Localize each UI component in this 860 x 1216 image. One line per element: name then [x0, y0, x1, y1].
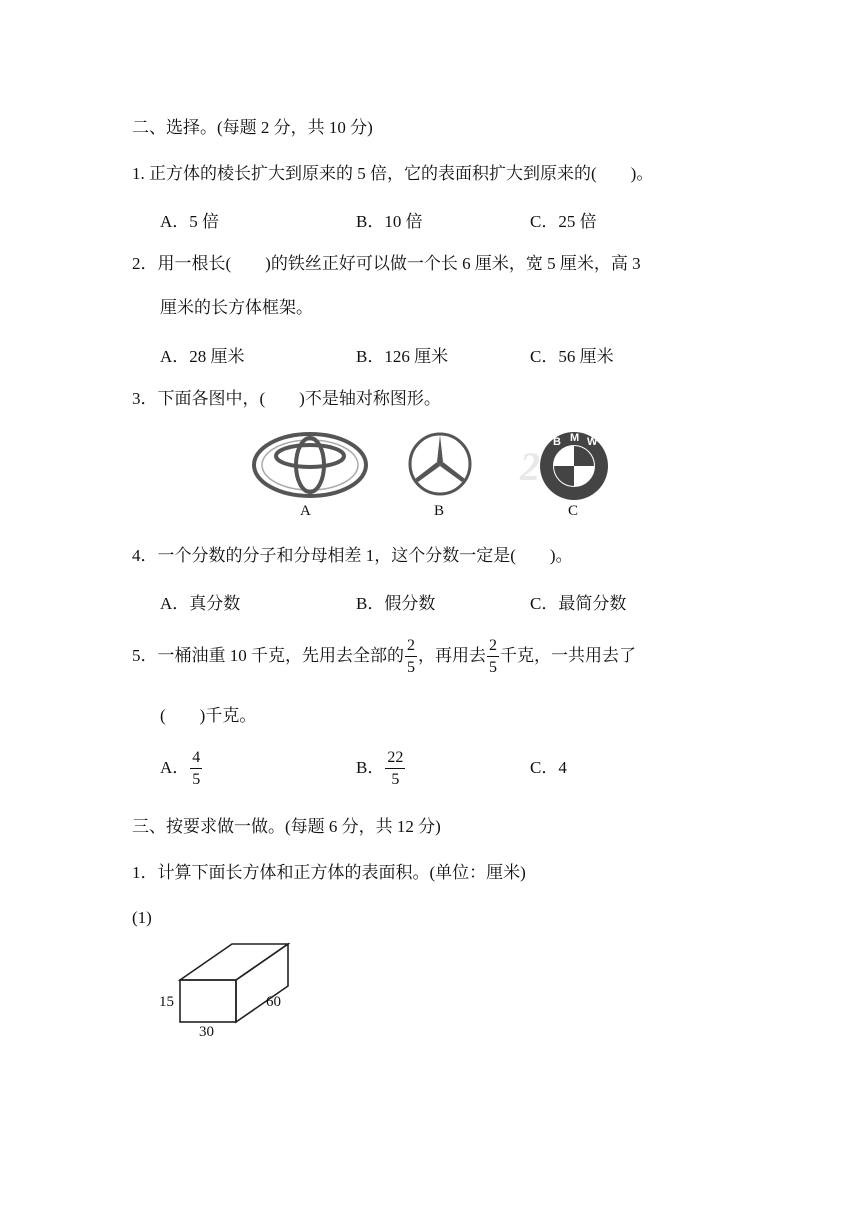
- cuboid-diagram: [178, 942, 292, 1024]
- logo-label-a: A: [300, 503, 311, 519]
- q5-option-a: [160, 746, 203, 790]
- section-title-choice: 二、选择。(每题 2 分，共 10 分): [132, 118, 373, 137]
- q5-option-a-prefix: A．: [160, 758, 190, 777]
- cuboid-height-label: 15: [159, 994, 174, 1010]
- question-2-line1: 2．用一根长( )的铁丝正好可以做一个长 6 厘米，宽 5 厘米，高 3: [132, 254, 641, 273]
- mercedes-logo-icon: [408, 432, 472, 496]
- q5-optB-denominator: 5: [391, 771, 400, 789]
- question-2-line2: 厘米的长方体框架。: [160, 298, 313, 317]
- section3-question-1: 1．计算下面长方体和正方体的表面积。(单位：厘米): [132, 863, 526, 882]
- q1-option-c: C．25 倍: [530, 212, 597, 231]
- q1-option-b: B．10 倍: [356, 212, 423, 231]
- q5-optA-numerator: 4: [190, 750, 202, 769]
- question-3: 3．下面各图中，( )不是轴对称图形。: [132, 389, 441, 408]
- q1-option-a: A．5 倍: [160, 212, 220, 231]
- cuboid-length-label: 30: [199, 1024, 214, 1040]
- q5-option-b-fraction: [385, 750, 405, 788]
- q5-option-c: C．4: [530, 758, 567, 777]
- logo-label-b: B: [434, 503, 445, 519]
- toyota-logo-icon: [252, 432, 368, 498]
- q4-option-a: A．真分数: [160, 594, 241, 613]
- q5-frac1-numerator: 2: [405, 638, 417, 657]
- question-5-line1: [132, 634, 636, 678]
- q5-option-b-prefix: B．: [356, 758, 385, 777]
- q4-option-b: B．假分数: [356, 594, 436, 613]
- logo-label-c: C: [568, 503, 579, 519]
- q5-option-b: [356, 746, 406, 790]
- q5-frac2-numerator: 2: [487, 638, 499, 657]
- q5-frac1-denominator: 5: [407, 659, 415, 677]
- bmw-letter-m: M: [570, 432, 580, 444]
- q5-text-part1: 5．一桶油重 10 千克，先用去全部的: [132, 646, 404, 665]
- q4-option-c: C．最简分数: [530, 594, 627, 613]
- bmw-letter-w: W: [587, 436, 598, 448]
- question-5-line2: ( )千克。: [160, 706, 257, 725]
- q5-optB-numerator: 22: [385, 750, 405, 769]
- q2-option-c: C．56 厘米: [530, 347, 614, 366]
- q2-option-b: B．126 厘米: [356, 347, 449, 366]
- q5-frac2-denominator: 5: [489, 659, 497, 677]
- q2-option-a: A．28 厘米: [160, 347, 245, 366]
- watermark: 2: [520, 444, 540, 489]
- q5-text-part2: ，再用去: [418, 646, 486, 665]
- bmw-letter-b: B: [553, 436, 561, 448]
- q5-fraction-2: [487, 638, 499, 676]
- cuboid-width-label: 60: [266, 994, 281, 1010]
- q5-text-part3: 千克，一共用去了: [500, 646, 636, 665]
- section-title-practice: 三、按要求做一做。(每题 6 分，共 12 分): [132, 817, 441, 836]
- sub-question-1-label: (1): [132, 908, 152, 927]
- q5-optA-denominator: 5: [192, 771, 201, 789]
- question-1: 1. 正方体的棱长扩大到原来的 5 倍，它的表面积扩大到原来的( )。: [132, 164, 654, 183]
- q5-option-a-fraction: [190, 750, 202, 788]
- q5-fraction-1: [405, 638, 417, 676]
- question-4: 4．一个分数的分子和分母相差 1，这个分数一定是( )。: [132, 546, 573, 565]
